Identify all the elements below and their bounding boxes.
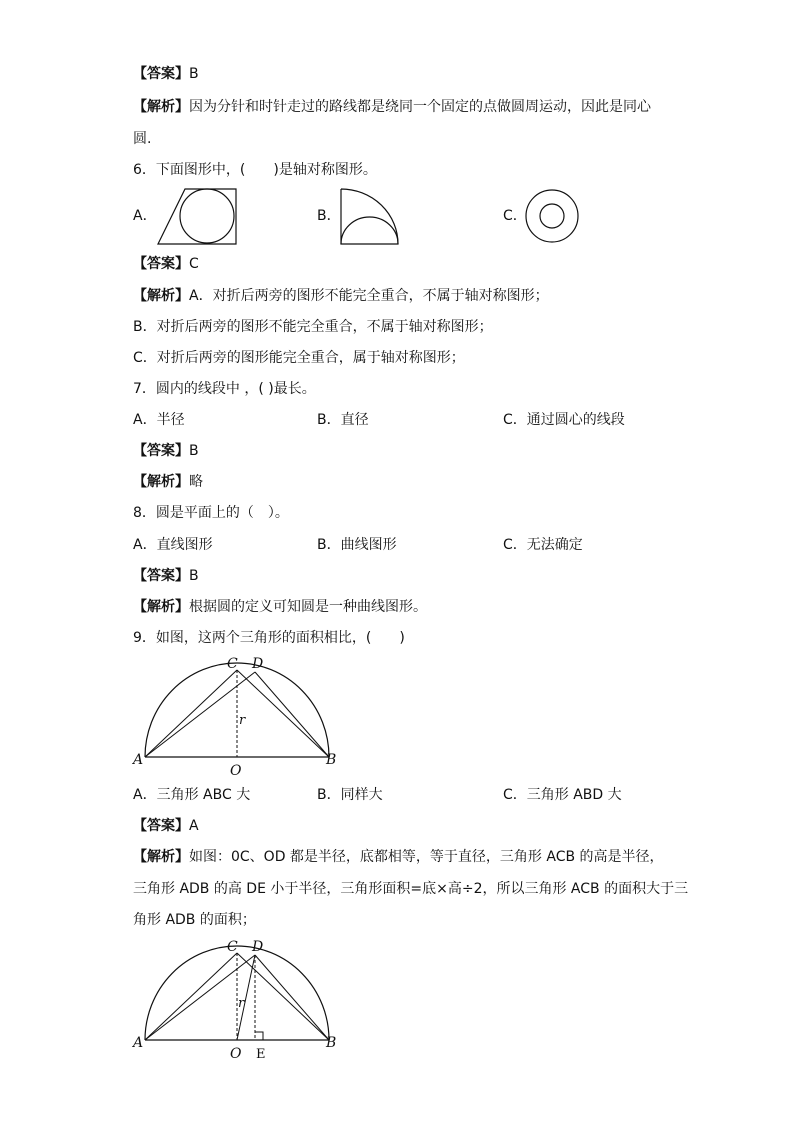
- q8-option-b: B．曲线图形: [317, 537, 397, 553]
- trapezoid-shape: [158, 189, 236, 244]
- label-r: r: [238, 996, 245, 1011]
- label-c: C: [227, 656, 238, 672]
- q6-answer: 【答案】C: [133, 256, 199, 272]
- label-o: O: [230, 1046, 242, 1062]
- segment-ac: [145, 670, 237, 757]
- label-o: O: [230, 763, 242, 779]
- q8-option-a: A．直线图形: [133, 537, 213, 553]
- q7-option-b: B．直径: [317, 412, 369, 428]
- inscribed-circle: [180, 189, 234, 243]
- right-angle-mark: [255, 1032, 263, 1040]
- segment-db: [255, 672, 329, 757]
- q6-figure-a: [155, 186, 239, 246]
- q7-option-c: C．通过圆心的线段: [503, 412, 625, 428]
- q6-figure-b: [338, 186, 404, 248]
- q6-option-a: A．: [133, 208, 157, 224]
- segment-cb: [237, 670, 329, 757]
- q9-option-c: C．三角形 ABD 大: [503, 787, 622, 803]
- q8-stem: 8．圆是平面上的（ ）。: [133, 505, 289, 521]
- q9-analysis-cont-2: 角形 ADB 的面积；: [133, 912, 256, 928]
- q6-option-b: B．: [317, 208, 341, 224]
- label-a: A: [133, 752, 144, 768]
- segment-db: [255, 955, 329, 1040]
- q6-analysis-b: B．对折后两旁的图形不能完全重合，不属于轴对称图形；: [133, 319, 493, 335]
- label-r: r: [239, 713, 246, 728]
- q8-analysis: 【解析】根据圆的定义可知圆是一种曲线图形。: [133, 599, 427, 615]
- q8-answer: 【答案】B: [133, 568, 199, 584]
- label-c: C: [227, 939, 238, 955]
- label-e: E: [256, 1047, 266, 1062]
- label-b: B: [326, 752, 337, 768]
- inner-circle: [540, 204, 564, 228]
- q6-option-c: C．: [503, 208, 527, 224]
- q9-analysis-cont-1: 三角形 ADB 的高 DE 小于半径，三角形面积=底×高÷2，所以三角形 ACB 的面积大于三: [133, 881, 689, 897]
- q6-stem: 6．下面图形中，( )是轴对称图形。: [133, 162, 377, 178]
- label-a: A: [133, 1035, 144, 1051]
- q6-figure-c: [523, 188, 581, 246]
- q8-option-c: C．无法确定: [503, 537, 583, 553]
- segment-cb: [237, 953, 329, 1040]
- q9-answer: 【答案】A: [133, 818, 199, 834]
- q5-analysis: 【解析】因为分针和时针走过的路线都是绕同一个固定的点做圆周运动，因此是同心: [133, 99, 651, 115]
- label-d: D: [252, 939, 264, 955]
- q5-analysis-cont: 圆.: [133, 131, 152, 147]
- q9-figure-2: [130, 935, 345, 1063]
- outer-circle: [526, 190, 578, 242]
- segment-ac: [145, 953, 237, 1040]
- q7-answer: 【答案】B: [133, 443, 199, 459]
- q9-option-a: A．三角形 ABC 大: [133, 787, 251, 803]
- label-d: D: [252, 656, 264, 672]
- q7-option-a: A．半径: [133, 412, 185, 428]
- label-b: B: [326, 1035, 337, 1051]
- q9-analysis: 【解析】如图：0C、OD 都是半径，底都相等，等于直径，三角形 ACB 的高是半径，: [133, 849, 664, 865]
- q9-option-b: B．同样大: [317, 787, 383, 803]
- q7-analysis: 【解析】略: [133, 474, 203, 490]
- q9-figure-1: [130, 652, 345, 780]
- q6-analysis: 【解析】A．对折后两旁的图形不能完全重合，不属于轴对称图形；: [133, 288, 549, 304]
- q9-stem: 9．如图，这两个三角形的面积相比，( ): [133, 630, 405, 646]
- q5-answer: 【答案】B: [133, 66, 199, 82]
- q6-analysis-c: C．对折后两旁的图形能完全重合，属于轴对称图形；: [133, 350, 465, 366]
- semicircle-arc: [341, 217, 398, 244]
- q7-stem: 7．圆内的线段中 ，( )最长。: [133, 381, 316, 397]
